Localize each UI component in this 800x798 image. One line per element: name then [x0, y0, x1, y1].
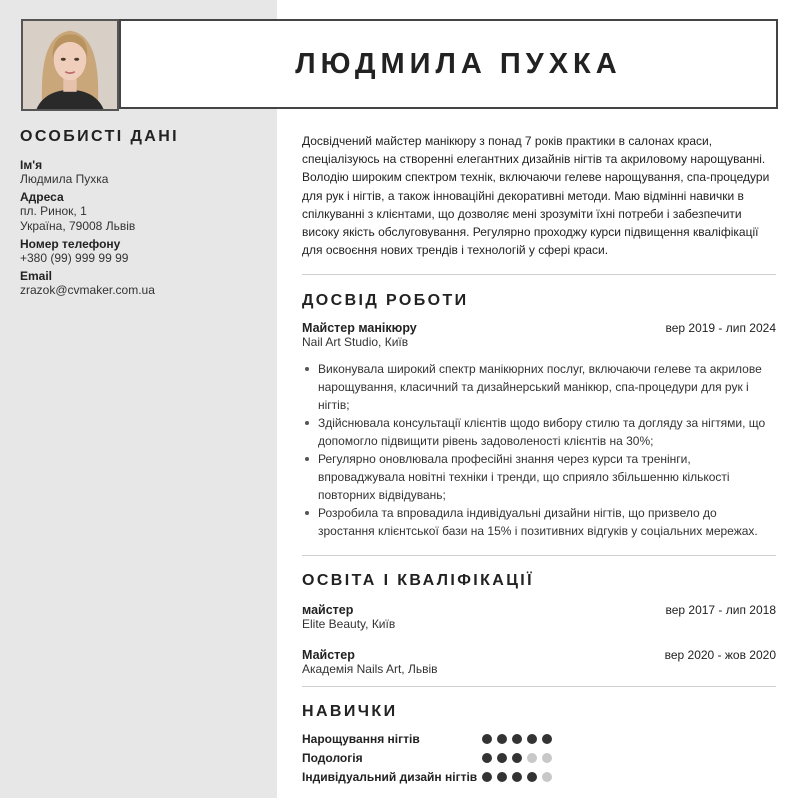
address-value: пл. Ринок, 1 Україна, 79008 Львів	[20, 204, 136, 233]
skill-rating	[482, 753, 552, 763]
rating-dot-empty	[542, 753, 552, 763]
phone-label: Номер телефону	[20, 237, 121, 251]
main-content	[302, 132, 776, 786]
rating-dot-filled	[527, 772, 537, 782]
job-bullets	[302, 360, 776, 540]
list-item: Виконувала широкий спектр манікюрних послуг, включаючи гелеве та акрилове нарощування, класичний та дизайнерський манікюр, спа-процедури для рук і нігтів;	[302, 360, 776, 414]
job-company: Nail Art Studio, Київ	[302, 335, 409, 350]
divider	[302, 686, 776, 687]
education-title-2: Майстер	[302, 648, 355, 663]
education-place-2: Академія Nails Art, Львів	[302, 662, 438, 677]
personal-field	[20, 237, 265, 266]
divider	[302, 274, 776, 275]
education-entry	[302, 603, 776, 632]
portrait-image	[23, 21, 117, 109]
personal-field	[20, 158, 265, 187]
list-item: Розробила та впровадила індивідуальні дизайни нігтів, що призвело до зростання клієнтської бази на 15% і позитивних відгуків у соціальних мережах.	[302, 504, 776, 540]
education-title-1: майстер	[302, 603, 354, 618]
job-dates: вер 2019 - лип 2024	[665, 321, 776, 336]
name-label: Ім'я	[20, 158, 43, 172]
name-value: Людмила Пухка	[20, 172, 109, 186]
job-entry	[302, 321, 776, 540]
job-title: Майстер манікюру	[302, 321, 417, 336]
experience-title: ДОСВІД РОБОТИ	[302, 292, 469, 310]
rating-dot-filled	[512, 772, 522, 782]
address-label: Адреса	[20, 190, 64, 204]
rating-dot-filled	[497, 734, 507, 744]
full-name: ЛЮДМИЛА ПУХКА	[295, 47, 622, 80]
list-item: Регулярно оновлювала професійні знання через курси та тренінги, впроваджувала новітні техніки і тренди, що сприяло збільшенню кількості повторних відвідувань;	[302, 450, 776, 504]
name-header	[119, 19, 778, 109]
skills-title: НАВИЧКИ	[302, 703, 398, 721]
skill-name: Подологія	[302, 750, 363, 765]
personal-details	[20, 128, 265, 298]
rating-dot-filled	[512, 753, 522, 763]
phone-value: +380 (99) 999 99 99	[20, 251, 129, 265]
rating-dot-filled	[482, 772, 492, 782]
list-item: Здійснювала консультації клієнтів щодо вибору стилю та догляду за нігтями, що допомогло підвищити рівень задоволеності клієнтів на 30%;	[302, 414, 776, 450]
rating-dot-filled	[497, 753, 507, 763]
rating-dot-empty	[542, 772, 552, 782]
divider	[302, 555, 776, 556]
skills-list	[302, 729, 776, 786]
skill-row	[302, 767, 776, 786]
education-place-1: Elite Beauty, Київ	[302, 617, 396, 632]
profile-photo	[21, 19, 119, 111]
email-label: Email	[20, 269, 53, 283]
rating-dot-filled	[512, 734, 522, 744]
rating-dot-filled	[527, 734, 537, 744]
skill-name: Індивідуальний дизайн нігтів	[302, 769, 478, 784]
skill-rating	[482, 734, 552, 744]
personal-details-title: ОСОБИСТІ ДАНІ	[20, 128, 180, 145]
education-title: ОСВІТА І КВАЛІФІКАЦІЇ	[302, 572, 534, 590]
skill-row	[302, 748, 776, 767]
rating-dot-filled	[482, 753, 492, 763]
education-dates-1: вер 2017 - лип 2018	[665, 603, 776, 618]
skill-rating	[482, 772, 552, 782]
skill-row	[302, 729, 776, 748]
education-dates-2: вер 2020 - жов 2020	[664, 648, 776, 663]
skill-name: Нарощування нігтів	[302, 731, 420, 746]
personal-field	[20, 269, 265, 298]
sidebar	[0, 0, 277, 798]
email-value[interactable]: zrazok@cvmaker.com.ua	[20, 283, 155, 297]
rating-dot-empty	[527, 753, 537, 763]
personal-field	[20, 190, 265, 234]
profile-summary: Досвідчений майстер манікюру з понад 7 років практики в салонах краси, спеціалізуюсь на створенні елегантних дизайнів нігтів та акриловому нарощуванні. Володію широким спектром технік, включаючи гелеве нарощування, спа-процедури для рук і нігтів, а також інноваційні декоративні методи. Маю відмінні навички в спілкуванні з клієнтами, що дозволяє мені зрозуміти їхні потреби і забезпечити високу якість обслуговування. Регулярно проходжу курси підвищення кваліфікації для освоєння нових трендів і технологій у сфері краси.	[302, 134, 770, 258]
rating-dot-filled	[482, 734, 492, 744]
rating-dot-filled	[497, 772, 507, 782]
education-entry	[302, 648, 776, 677]
rating-dot-filled	[542, 734, 552, 744]
